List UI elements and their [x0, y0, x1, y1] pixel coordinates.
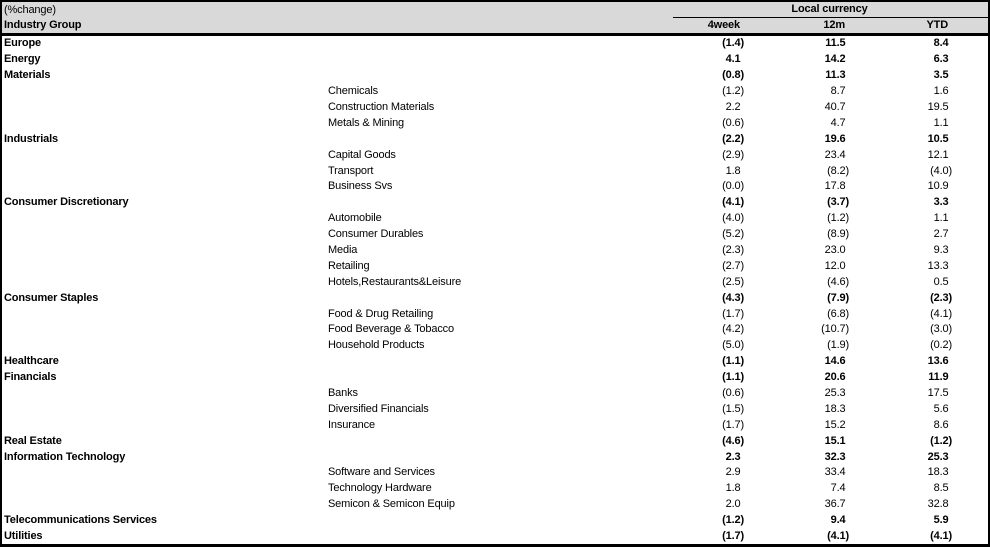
value-cell: (1.2)	[930, 434, 952, 447]
value-cell: 19.5	[927, 101, 949, 113]
industry-group-label: Europe	[4, 37, 41, 50]
table-row	[2, 353, 988, 369]
value-cell: 25.3	[824, 387, 846, 400]
table-row	[2, 36, 988, 52]
value-cell: 10.5	[927, 132, 949, 145]
sub-industry-label: Transport	[328, 164, 374, 177]
table-body	[2, 36, 988, 545]
value-cell: 8.7	[830, 85, 846, 98]
value-cell: (2.7)	[722, 259, 744, 272]
sub-industry-label: Business Svs	[328, 180, 393, 193]
value-cell: 11.9	[928, 371, 949, 384]
sub-industry-label: Retailing	[328, 259, 370, 272]
sub-industry-label: Banks	[328, 387, 358, 400]
value-cell: 12.0	[824, 259, 846, 272]
industry-group-label: Telecommunications Services	[4, 514, 157, 527]
table-row	[2, 226, 988, 242]
value-cell: 11.3	[825, 69, 846, 82]
value-cell: (5.0)	[722, 339, 744, 352]
value-cell: 1.8	[725, 164, 741, 177]
value-cell: (4.6)	[722, 434, 744, 447]
value-cell: (4.1)	[827, 530, 849, 543]
sub-industry-label: Chemicals	[328, 85, 378, 98]
local-currency-header: Local currency	[791, 3, 868, 15]
value-cell: 11.5	[825, 37, 846, 50]
table-row	[2, 210, 988, 226]
value-cell: (2.2)	[722, 132, 744, 145]
value-cell: (1.4)	[722, 37, 744, 50]
value-cell: (1.5)	[722, 402, 744, 415]
value-cell: (3.7)	[827, 196, 849, 209]
sub-industry-label: Household Products	[328, 339, 425, 352]
value-cell: 8.4	[933, 37, 949, 50]
sub-industry-label: Technology Hardware	[328, 482, 432, 495]
table-row	[2, 99, 988, 115]
value-cell: (4.2)	[722, 323, 744, 336]
table-header	[2, 2, 988, 33]
value-cell: 40.7	[824, 101, 846, 113]
table-row	[2, 385, 988, 401]
industry-group-label: Utilities	[4, 530, 43, 543]
sub-industry-label: Diversified Financials	[328, 402, 429, 415]
value-cell: (7.9)	[827, 291, 849, 304]
table-row	[2, 512, 988, 528]
table-row	[2, 131, 988, 147]
table-row	[2, 465, 988, 481]
value-cell: (0.2)	[930, 339, 952, 352]
table-row	[2, 433, 988, 449]
value-cell: 13.3	[927, 259, 949, 272]
value-cell: (4.0)	[930, 164, 952, 177]
value-cell: 1.1	[933, 116, 949, 129]
industry-group-label: Consumer Discretionary	[4, 196, 129, 209]
industry-group-label: Industrials	[4, 132, 58, 145]
value-cell: 33.4	[824, 466, 846, 479]
sub-industry-label: Food Beverage & Tobacco	[328, 323, 454, 336]
table-row	[2, 290, 988, 306]
table-row	[2, 194, 988, 210]
value-cell: (1.1)	[722, 355, 744, 368]
value-cell: 17.5	[927, 387, 949, 400]
value-cell: 18.3	[927, 466, 949, 479]
value-cell: 36.7	[824, 498, 846, 511]
value-cell: (5.2)	[722, 228, 744, 241]
table-row	[2, 369, 988, 385]
table-row	[2, 163, 988, 179]
value-cell: 19.6	[824, 132, 846, 145]
column-header-12m: 12m	[823, 19, 845, 31]
value-cell: 3.3	[933, 196, 949, 209]
value-cell: (4.1)	[930, 307, 952, 320]
sub-industry-label: Insurance	[328, 418, 375, 431]
industry-group-label: Consumer Staples	[4, 291, 99, 304]
value-cell: (2.5)	[722, 275, 744, 288]
sub-industry-label: Consumer Durables	[328, 228, 424, 241]
value-cell: 32.8	[927, 498, 949, 511]
value-cell: (1.2)	[722, 85, 744, 98]
value-cell: 1.8	[725, 482, 741, 495]
industry-group-label: Healthcare	[4, 355, 59, 368]
value-cell: (2.9)	[722, 148, 744, 161]
value-cell: 1.1	[933, 212, 949, 225]
value-cell: (10.7)	[821, 323, 849, 336]
value-cell: 3.5	[933, 69, 949, 82]
industry-group-label: Real Estate	[4, 434, 62, 447]
value-cell: 9.4	[830, 514, 846, 527]
value-cell: (4.1)	[930, 530, 952, 543]
value-cell: 15.1	[824, 434, 846, 447]
table-row	[2, 147, 988, 163]
value-cell: (1.7)	[722, 307, 744, 320]
table-row	[2, 417, 988, 433]
sub-industry-label: Food & Drug Retailing	[328, 307, 434, 320]
column-header-ytd: YTD	[926, 19, 948, 31]
value-cell: (8.9)	[827, 228, 849, 241]
value-cell: 1.6	[933, 85, 949, 98]
sub-industry-label: Metals & Mining	[328, 116, 405, 129]
value-cell: 2.9	[725, 466, 741, 479]
value-cell: (1.7)	[722, 418, 744, 431]
value-cell: (3.0)	[930, 323, 952, 336]
industry-group-label: Financials	[4, 371, 57, 384]
value-cell: (4.1)	[722, 196, 744, 209]
table-row	[2, 258, 988, 274]
table-row	[2, 306, 988, 322]
sub-industry-label: Construction Materials	[328, 101, 435, 113]
value-cell: 2.3	[725, 450, 741, 463]
value-cell: 8.6	[933, 418, 949, 431]
value-cell: 12.1	[927, 148, 949, 161]
industry-group-label: Energy	[4, 53, 41, 66]
sub-industry-label: Media	[328, 244, 358, 257]
sub-industry-label: Automobile	[328, 212, 382, 225]
value-cell: 7.4	[830, 482, 846, 495]
column-header-4week: 4week	[707, 19, 740, 31]
value-cell: 10.9	[927, 180, 949, 193]
table-row	[2, 449, 988, 465]
sub-industry-label: Capital Goods	[328, 148, 396, 161]
value-cell: (1.7)	[722, 530, 744, 543]
value-cell: (6.8)	[827, 307, 849, 320]
sub-industry-label: Semicon & Semicon Equip	[328, 498, 455, 511]
header-separator	[0, 33, 990, 36]
currency-underline	[673, 17, 988, 19]
value-cell: 15.2	[824, 418, 846, 431]
value-cell: (8.2)	[827, 164, 849, 177]
table-row	[2, 242, 988, 258]
table-row	[2, 274, 988, 290]
table-row	[2, 322, 988, 338]
value-cell: 8.5	[933, 482, 949, 495]
table-row	[2, 337, 988, 353]
value-cell: 2.0	[725, 498, 741, 511]
border-top	[0, 0, 990, 2]
value-cell: (0.6)	[722, 116, 744, 129]
value-cell: 4.7	[830, 116, 846, 129]
value-cell: 0.5	[933, 275, 949, 288]
industry-group-header: Industry Group	[4, 19, 82, 31]
table-row	[2, 67, 988, 83]
value-cell: (0.8)	[722, 69, 744, 82]
table-row	[2, 179, 988, 195]
value-cell: 2.7	[933, 228, 949, 241]
value-cell: 17.8	[824, 180, 846, 193]
value-cell: 23.0	[824, 244, 846, 257]
table-row	[2, 528, 988, 544]
value-cell: 20.6	[824, 371, 846, 384]
value-cell: 32.3	[824, 450, 846, 463]
value-cell: 2.2	[725, 101, 741, 113]
percent-change-label: (%change)	[4, 4, 56, 16]
value-cell: 23.4	[824, 148, 846, 161]
industry-group-label: Information Technology	[4, 450, 126, 463]
value-cell: (1.1)	[722, 371, 744, 384]
value-cell: 5.9	[933, 514, 949, 527]
industry-group-label: Materials	[4, 69, 51, 82]
table-row	[2, 480, 988, 496]
table-row	[2, 401, 988, 417]
value-cell: 13.6	[927, 355, 949, 368]
value-cell: (0.0)	[722, 180, 744, 193]
table-row	[2, 51, 988, 67]
value-cell: 25.3	[927, 450, 949, 463]
value-cell: 5.6	[933, 402, 949, 415]
value-cell: (2.3)	[930, 291, 952, 304]
border-left	[0, 0, 2, 547]
value-cell: (1.2)	[827, 212, 849, 225]
value-cell: (1.9)	[827, 339, 849, 352]
value-cell: 14.6	[824, 355, 846, 368]
table-row	[2, 83, 988, 99]
value-cell: 14.2	[824, 53, 846, 66]
value-cell: 9.3	[933, 244, 949, 257]
value-cell: (0.6)	[722, 387, 744, 400]
value-cell: (4.0)	[722, 212, 744, 225]
value-cell: (1.2)	[722, 514, 744, 527]
value-cell: (4.6)	[827, 275, 849, 288]
table-row	[2, 496, 988, 512]
table-row	[2, 115, 988, 131]
sub-industry-label: Software and Services	[328, 466, 435, 479]
value-cell: (2.3)	[722, 244, 744, 257]
value-cell: (4.3)	[722, 291, 744, 304]
value-cell: 4.1	[725, 53, 741, 66]
sub-industry-label: Hotels,Restaurants&Leisure	[328, 275, 462, 288]
value-cell: 18.3	[824, 402, 846, 415]
value-cell: 6.3	[933, 53, 949, 66]
